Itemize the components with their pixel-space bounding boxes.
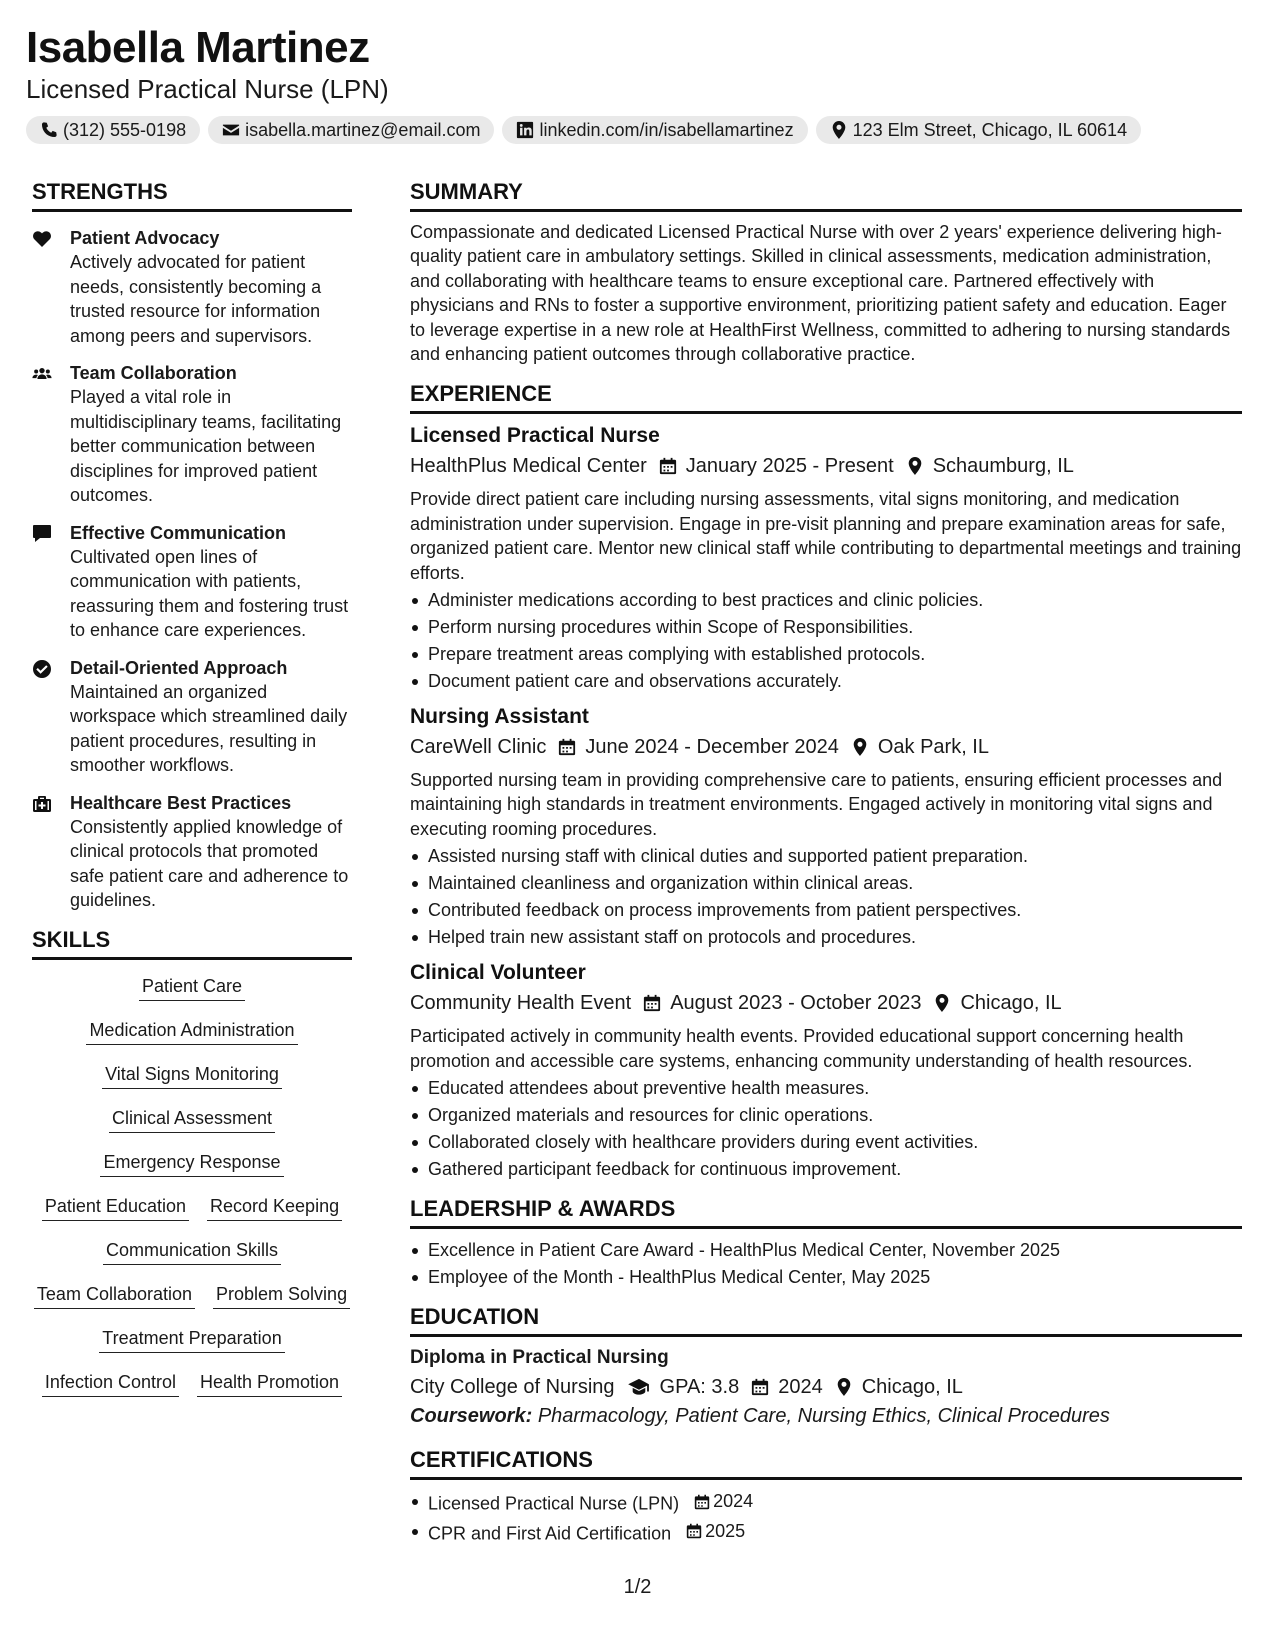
education-school: City College of Nursing bbox=[410, 1376, 615, 1399]
left-column bbox=[32, 178, 352, 1397]
contact-linkedin-text: linkedin.com/in/isabellamartinez bbox=[539, 119, 794, 140]
heart-icon bbox=[32, 229, 52, 249]
education-meta bbox=[410, 1372, 1242, 1402]
education-coursework bbox=[410, 1402, 1242, 1430]
candidate-name: Isabella Martinez bbox=[26, 23, 370, 72]
location-icon bbox=[906, 457, 924, 475]
strength-text: Maintained an organized workspace which streamlined daily patient procedures, resulting in smoother workflows. bbox=[70, 681, 348, 775]
job-description: Supported nursing team in providing comprehensive care to patients, ensuring efficient processes and maintaining high standards in treatment environments. Engaged actively in monitoring vital signs and executing rooming procedures. bbox=[410, 770, 1223, 839]
skill-tag: Medication Administration bbox=[86, 1018, 297, 1045]
skill-tag: Vital Signs Monitoring bbox=[102, 1062, 282, 1089]
certification-year: 2024 bbox=[713, 1491, 754, 1512]
medkit-icon bbox=[32, 794, 52, 814]
job-entry bbox=[410, 422, 1242, 695]
strength-heading: Patient Advocacy bbox=[70, 228, 220, 248]
award-list bbox=[410, 1237, 1242, 1291]
contact-phone-text: (312) 555-0198 bbox=[63, 119, 187, 140]
linkedin-icon bbox=[516, 121, 534, 139]
job-entry bbox=[410, 703, 1242, 951]
strength-item bbox=[32, 521, 352, 643]
strength-item bbox=[32, 361, 352, 508]
job-bullets bbox=[410, 587, 1242, 695]
coursework-text: Pharmacology, Patient Care, Nursing Ethics, Clinical Procedures bbox=[537, 1405, 1110, 1428]
job-bullet: Educated attendees about preventive health measures. bbox=[410, 1075, 1242, 1102]
calendar-icon bbox=[659, 457, 677, 475]
contact-email-text: isabella.martinez@email.com bbox=[245, 119, 481, 140]
skill-tag: Patient Care bbox=[139, 974, 245, 1001]
coursework-label: Coursework: bbox=[410, 1405, 533, 1428]
summary-title: SUMMARY bbox=[410, 178, 1242, 212]
location-icon bbox=[835, 1378, 853, 1396]
skill-tag: Health Promotion bbox=[197, 1370, 342, 1397]
skill-tag: Treatment Preparation bbox=[99, 1326, 284, 1353]
contact-bar bbox=[26, 116, 1256, 144]
email-icon bbox=[222, 121, 240, 139]
experience-title: EXPERIENCE bbox=[410, 380, 1242, 414]
certification-name: Licensed Practical Nurse (LPN) bbox=[428, 1493, 680, 1514]
certification-list bbox=[410, 1488, 1242, 1547]
education-degree: Diploma in Practical Nursing bbox=[410, 1347, 669, 1369]
job-bullets bbox=[410, 843, 1242, 951]
job-description: Provide direct patient care including nursing assessments, vital signs monitoring, and medication administration under supervision. Engage in pre-visit planning and prepare examination areas for safe, organized patient care. Mentor new clinical staff while contributing to departmental meetings and training efforts. bbox=[410, 489, 1242, 583]
job-bullets bbox=[410, 1075, 1242, 1183]
education-title: EDUCATION bbox=[410, 1303, 1242, 1337]
calendar-icon bbox=[558, 738, 576, 756]
strengths-list bbox=[32, 226, 352, 913]
award-item: Employee of the Month - HealthPlus Medical Center, May 2025 bbox=[410, 1264, 1242, 1291]
job-dates: January 2025 - Present bbox=[685, 455, 894, 478]
location-icon bbox=[933, 994, 951, 1012]
calendar-icon bbox=[751, 1378, 769, 1396]
job-bullet: Document patient care and observations accurately. bbox=[410, 668, 1242, 695]
contact-address-text: 123 Elm Street, Chicago, IL 60614 bbox=[852, 119, 1128, 140]
resume-header bbox=[26, 22, 1256, 144]
job-company: Community Health Event bbox=[410, 992, 632, 1015]
job-meta bbox=[410, 732, 1242, 762]
certifications-title: CERTIFICATIONS bbox=[410, 1446, 1242, 1480]
strength-heading: Healthcare Best Practices bbox=[70, 792, 292, 813]
job-location: Schaumburg, IL bbox=[932, 455, 1074, 478]
job-location: Oak Park, IL bbox=[877, 736, 989, 759]
education-gpa: GPA: 3.8 bbox=[659, 1376, 740, 1399]
award-item: Excellence in Patient Care Award - HealthPlus Medical Center, November 2025 bbox=[410, 1237, 1242, 1264]
strength-heading: Detail-Oriented Approach bbox=[70, 657, 288, 678]
candidate-title: Licensed Practical Nurse (LPN) bbox=[26, 74, 389, 104]
strength-text: Played a vital role in multidisciplinary teams, facilitating better communication between disciplines for improved patient outcomes. bbox=[70, 387, 342, 505]
strength-heading: Effective Communication bbox=[70, 522, 287, 543]
skill-tag: Patient Education bbox=[42, 1194, 189, 1221]
right-column bbox=[410, 178, 1242, 1547]
strength-heading: Team Collaboration bbox=[70, 363, 237, 383]
job-bullet: Organized materials and resources for clinic operations. bbox=[410, 1102, 1242, 1129]
strength-text: Cultivated open lines of communication with patients, reassuring them and fostering trust to enhance care experiences. bbox=[70, 546, 349, 640]
skill-tag: Record Keeping bbox=[207, 1194, 342, 1221]
job-company: CareWell Clinic bbox=[410, 736, 547, 759]
strength-text: Consistently applied knowledge of clinical protocols that promoted safe patient care and adherence to guidelines. bbox=[70, 816, 349, 910]
skill-tag: Emergency Response bbox=[100, 1150, 283, 1177]
skills-list bbox=[32, 974, 352, 1397]
skill-tag: Infection Control bbox=[42, 1370, 179, 1397]
job-bullet: Gathered participant feedback for continuous improvement. bbox=[410, 1156, 1242, 1183]
job-title: Nursing Assistant bbox=[410, 705, 589, 729]
job-bullet: Prepare treatment areas complying with established protocols. bbox=[410, 641, 1242, 668]
strength-item bbox=[32, 226, 352, 348]
strengths-title: STRENGTHS bbox=[32, 178, 352, 212]
comment-icon bbox=[32, 524, 52, 544]
contact-email[interactable] bbox=[208, 116, 494, 144]
calendar-icon bbox=[694, 1494, 710, 1510]
job-title: Clinical Volunteer bbox=[410, 961, 586, 985]
job-entry bbox=[410, 959, 1242, 1183]
job-description: Participated actively in community health events. Provided educational support concerning health promotion and accessible care systems, enhancing community understanding of health resources. bbox=[410, 1026, 1193, 1071]
certification-year: 2025 bbox=[705, 1520, 746, 1541]
contact-linkedin[interactable] bbox=[502, 116, 807, 144]
skill-tag: Clinical Assessment bbox=[109, 1106, 275, 1133]
job-bullet: Administer medications according to best practices and clinic policies. bbox=[410, 587, 1242, 614]
job-company: HealthPlus Medical Center bbox=[410, 455, 647, 478]
strength-item bbox=[32, 656, 352, 778]
job-bullet: Contributed feedback on process improvements from patient perspectives. bbox=[410, 897, 1242, 924]
job-bullet: Collaborated closely with healthcare providers during event activities. bbox=[410, 1129, 1242, 1156]
summary-text: Compassionate and dedicated Licensed Practical Nurse with over 2 years' experience delivering high-quality patient care in ambulatory settings. Skilled in clinical assessments, medication administration, and collaborating with healthcare teams to ensure exceptional care. Partnered effectively with physicians and RNs to foster a supportive environment, prioritizing patient safety and education. Eager to leverage expertise in a new role at HealthFirst Wellness, committed to adhering to nursing standards and enhancing patient outcomes through collaborative practice. bbox=[410, 222, 1231, 365]
skill-tag: Team Collaboration bbox=[34, 1282, 195, 1309]
strength-item bbox=[32, 791, 352, 913]
location-icon bbox=[851, 738, 869, 756]
calendar-icon bbox=[686, 1523, 702, 1539]
job-bullet: Helped train new assistant staff on protocols and procedures. bbox=[410, 924, 1242, 951]
job-location: Chicago, IL bbox=[960, 992, 1062, 1015]
skill-tag: Communication Skills bbox=[103, 1238, 281, 1265]
page-number: 1/2 bbox=[623, 1576, 652, 1598]
skills-title: SKILLS bbox=[32, 926, 352, 960]
location-icon bbox=[830, 121, 848, 139]
certification-item bbox=[410, 1518, 1242, 1548]
phone-icon bbox=[40, 121, 58, 139]
certification-name: CPR and First Aid Certification bbox=[428, 1523, 672, 1544]
job-meta bbox=[410, 451, 1242, 481]
strength-text: Actively advocated for patient needs, consistently becoming a trusted resource for information among peers and supervisors. bbox=[70, 252, 322, 346]
education-location: Chicago, IL bbox=[861, 1376, 963, 1399]
contact-address bbox=[816, 116, 1142, 144]
check-circle-icon bbox=[32, 659, 52, 679]
leadership-title: LEADERSHIP & AWARDS bbox=[410, 1195, 1242, 1229]
job-title: Licensed Practical Nurse bbox=[410, 424, 660, 448]
education-section bbox=[410, 1303, 1242, 1430]
job-bullet: Assisted nursing staff with clinical duties and supported patient preparation. bbox=[410, 843, 1242, 870]
calendar-icon bbox=[643, 994, 661, 1012]
graduation-cap-icon bbox=[627, 1378, 651, 1396]
certifications-section bbox=[410, 1446, 1242, 1547]
users-icon bbox=[32, 364, 52, 384]
contact-phone[interactable] bbox=[26, 116, 200, 144]
education-year: 2024 bbox=[778, 1376, 823, 1399]
job-bullet: Maintained cleanliness and organization within clinical areas. bbox=[410, 870, 1242, 897]
certification-item bbox=[410, 1488, 1242, 1518]
leadership-section bbox=[410, 1195, 1242, 1291]
skill-tag: Problem Solving bbox=[213, 1282, 350, 1309]
job-bullet: Perform nursing procedures within Scope of Responsibilities. bbox=[410, 614, 1242, 641]
job-dates: August 2023 - October 2023 bbox=[670, 992, 922, 1015]
job-meta bbox=[410, 988, 1242, 1018]
job-dates: June 2024 - December 2024 bbox=[585, 736, 839, 759]
